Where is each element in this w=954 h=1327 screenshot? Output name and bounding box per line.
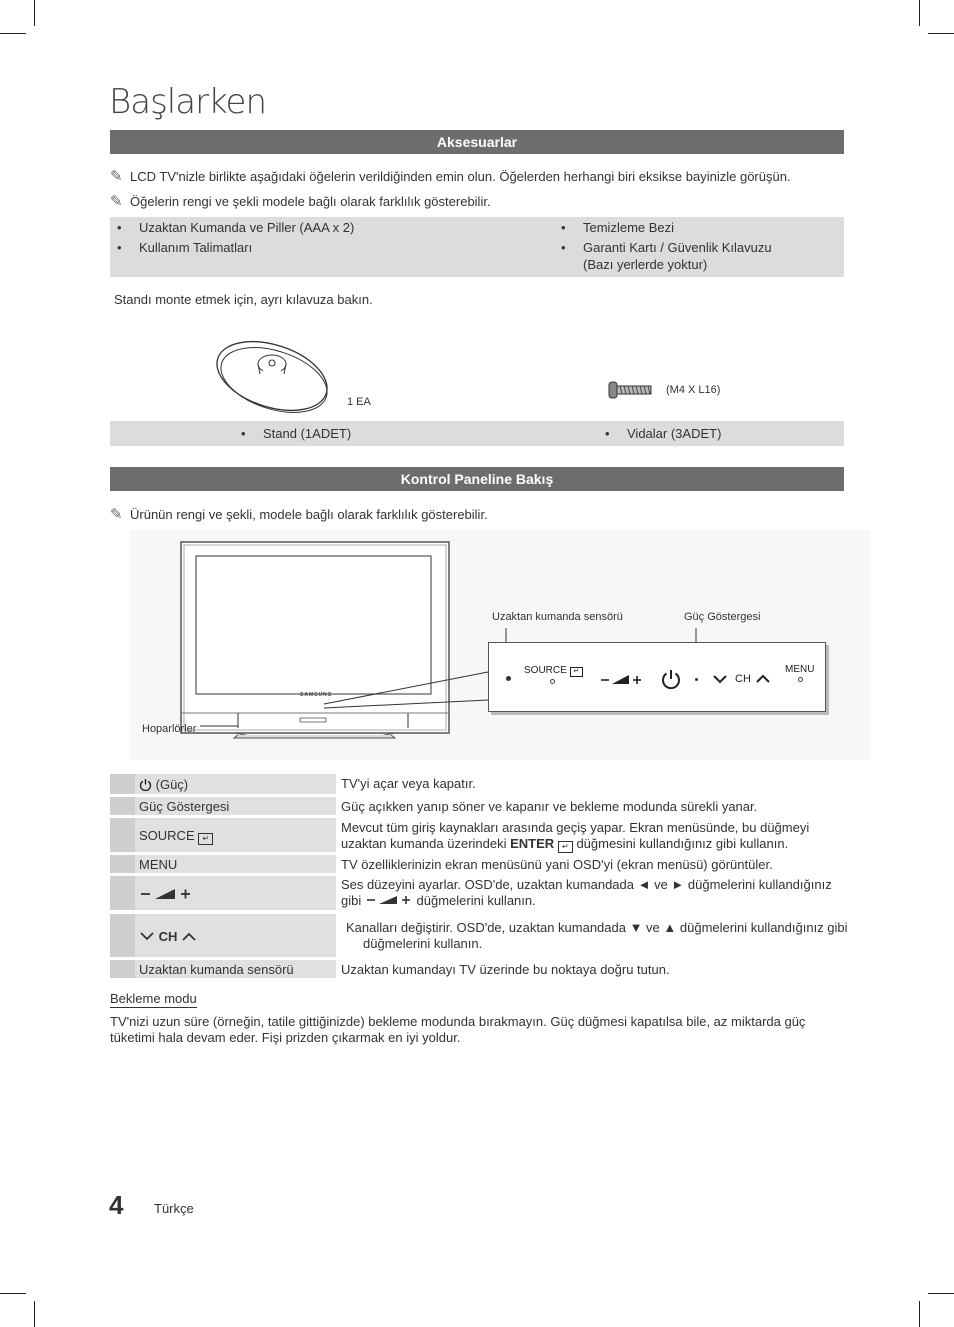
standby-heading: Bekleme modu: [110, 991, 197, 1006]
page-number: 4: [109, 1190, 124, 1220]
row-label: Güç Göstergesi: [139, 799, 230, 814]
row-desc: Mevcut tüm giriş kaynakları arasında geçiş yapar. Ekran menüsünde, bu düğmeyi uzaktan kumanda üzerindeki ENTER ↵ düğmesini kullandığınız gibi kullanın.: [341, 820, 810, 851]
crop-mark: [919, 1301, 920, 1327]
crop-mark: [919, 0, 920, 26]
enter-icon: ↵: [558, 841, 573, 853]
remote-sensor-dot: [506, 676, 511, 681]
panel-menu-button[interactable]: MENU: [785, 664, 815, 675]
chevron-down-icon[interactable]: [712, 673, 728, 685]
pencil-icon: ✎: [110, 168, 123, 185]
panel-dot: [798, 677, 803, 682]
row-desc: Uzaktan kumandayı TV üzerinde bu noktaya doğru tutun.: [341, 962, 670, 977]
source-label: SOURCE ↵: [139, 828, 213, 845]
crop-mark: [928, 33, 954, 34]
stand-illustration: [210, 336, 335, 414]
pencil-icon: ✎: [110, 193, 123, 210]
accessories-note-2: ✎ Öğelerin rengi ve şekli modele bağlı olarak farklılık gösterebilir.: [110, 193, 491, 210]
row-desc: Ses düzeyini ayarlar. OSD'de, uzaktan kumandada ◄ ve ► düğmelerini kullandığınız gibi düğmelerini kullanın.: [341, 877, 832, 908]
row-desc: Kanalları değiştirir. OSD'de, uzaktan kumandada ▼ ve ▲ düğmelerini kullandığınız gibi düğmelerini kullanın.: [346, 920, 848, 951]
crop-mark: [34, 1301, 35, 1327]
row-desc: TV'yi açar veya kapatır.: [341, 776, 476, 791]
label-speakers: Hoparlörler: [142, 723, 197, 735]
page-title: Başlarken: [109, 82, 267, 122]
stand-note: Standı monte etmek için, ayrı kılavuza bakın.: [114, 292, 373, 307]
control-panel-header: Kontrol Paneline Bakış: [110, 467, 844, 491]
row-label: MENU: [139, 857, 178, 872]
volume-icon: [139, 887, 193, 901]
footer-language: Türkçe: [154, 1201, 194, 1216]
panel-dot: [550, 679, 555, 684]
enter-icon: ↵: [570, 667, 583, 677]
brand-logo: SAMSUNG: [300, 692, 333, 698]
list-item: • Uzaktan Kumanda ve Piller (AAA x 2): [117, 220, 355, 235]
list-item: • Garanti Kartı / Güvenlik Kılavuzu: [561, 240, 772, 255]
control-panel-note: ✎ Ürünün rengi ve şekli, modele bağlı olarak farklılık gösterebilir.: [110, 506, 488, 523]
chevron-up-icon: [181, 931, 197, 942]
chevron-down-icon: [139, 931, 155, 942]
power-icon[interactable]: [660, 668, 682, 690]
power-indicator-dot: [695, 678, 698, 681]
crop-mark: [34, 0, 35, 26]
panel-ch-label: CH: [735, 673, 751, 685]
label-power-indicator: Güç Göstergesi: [684, 611, 761, 623]
list-item: • Temizleme Bezi: [561, 220, 675, 235]
standby-text-1: TV'nizi uzun süre (örneğin, tatile gittiğinizde) bekleme modunda bırakmayın. Güç düğmesi kapatılsa bile, az miktarda güç: [110, 1014, 806, 1029]
row-label: Uzaktan kumanda sensörü: [139, 962, 294, 977]
ch-label: CH: [139, 929, 197, 944]
pencil-icon: ✎: [110, 506, 123, 523]
stand-qty: 1 EA: [347, 396, 371, 408]
row-desc: TV özelliklerinizin ekran menüsünü yani OSD'yi (ekran menüsü) görüntüler.: [341, 857, 773, 872]
accessories-note-1: ✎ LCD TV'nizle birlikte aşağıdaki öğelerin verildiğinden emin olun. Öğelerden herhangi biri eksikse bayinizle görüşün.: [110, 168, 791, 185]
list-item: • Vidalar (3ADET): [605, 426, 722, 441]
panel-source-button[interactable]: SOURCE ↵: [524, 665, 583, 677]
volume-icon: [365, 894, 413, 906]
crop-mark: [0, 1293, 26, 1294]
row-desc: Güç açıkken yanıp söner ve kapanır ve bekleme modunda sürekli yanar.: [341, 799, 758, 814]
accessories-labels-box: [110, 421, 844, 446]
accessories-header: Aksesuarlar: [110, 130, 844, 154]
screw-icon: [608, 381, 654, 399]
list-item: • Kullanım Talimatları: [117, 240, 253, 255]
power-icon: [139, 778, 152, 791]
power-label: (Güç): [139, 777, 188, 792]
control-panel-zoom: [488, 642, 826, 712]
screw-spec: (M4 X L16): [666, 384, 721, 396]
list-item: • Stand (1ADET): [241, 426, 352, 441]
label-remote-sensor: Uzaktan kumanda sensörü: [492, 611, 623, 623]
chevron-up-icon[interactable]: [755, 673, 771, 685]
volume-icon[interactable]: [599, 673, 644, 687]
standby-text-2: tüketimi hala devam eder. Fişi prizden çıkarmak en iyi yoldur.: [110, 1030, 461, 1045]
list-item-sub: (Bazı yerlerde yoktur): [583, 257, 708, 272]
crop-mark: [0, 33, 26, 34]
enter-icon: ↵: [198, 833, 213, 845]
crop-mark: [928, 1293, 954, 1294]
